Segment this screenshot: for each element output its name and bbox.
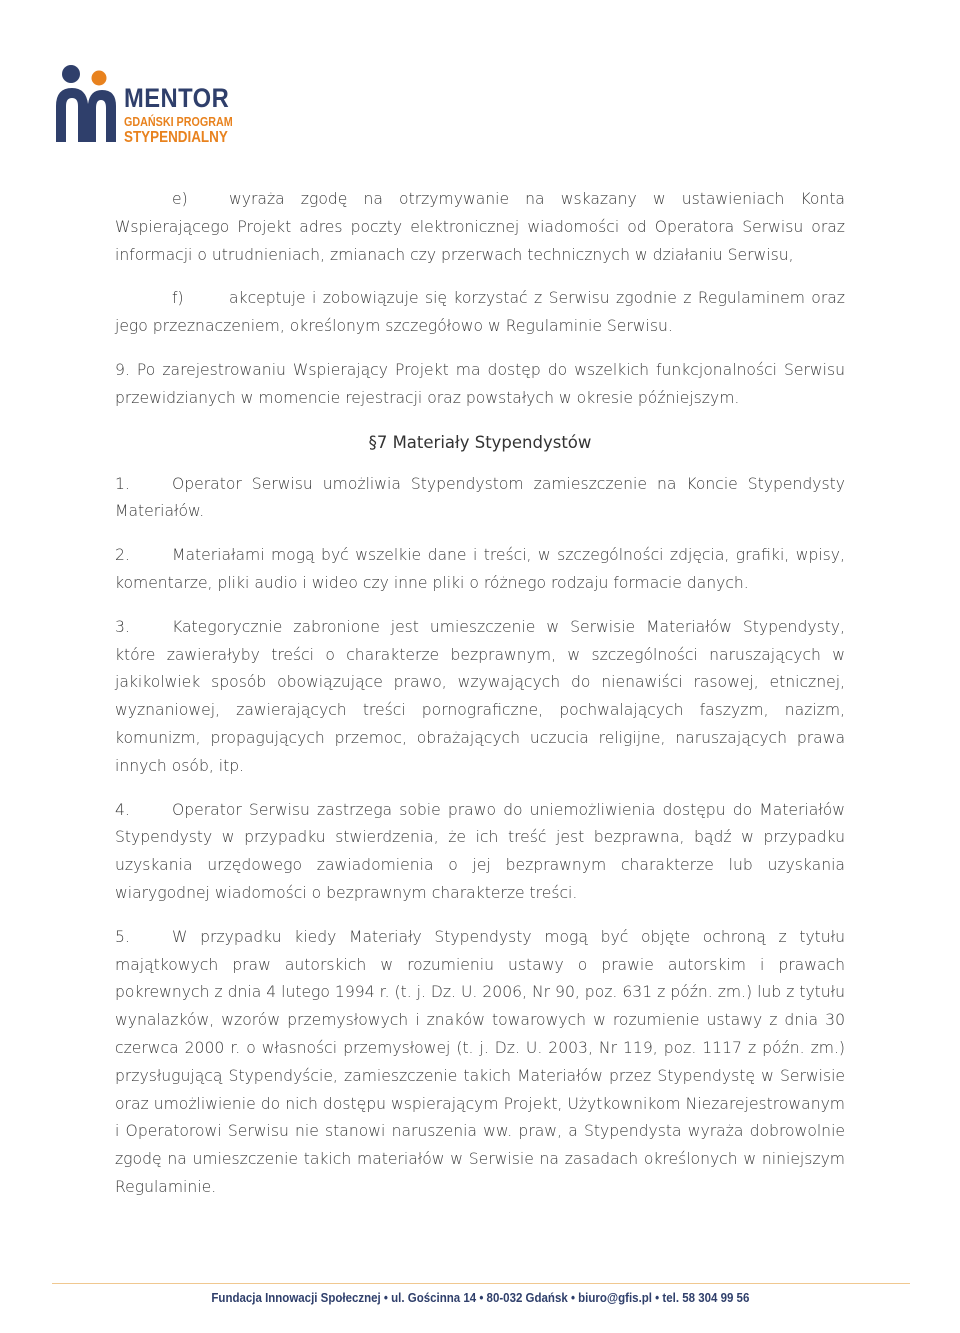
section-paragraph-3 [115,614,845,781]
section-paragraph-2 [115,542,845,598]
paragraph-f [115,285,845,341]
footer-contact [0,1291,960,1305]
paragraph-label: 5. [115,927,130,946]
logo-word-gdanski-program: GDAŃSKI PROGRAM [124,115,233,129]
paragraph-label: 1. [115,474,130,493]
paragraph-label: f) [172,289,184,308]
paragraph-text: Po zarejestrowaniu Wspierający Projekt ma dostęp do wszelkich funkcjonalności Serwisu przewidzianych w momencie rejestracji oraz powstałych w okresie późniejszym. [115,360,845,407]
paragraph-label: 2. [115,546,130,565]
logo-word-stypendialny: STYPENDIALNY [124,129,228,146]
mentor-logo-mark-icon [52,62,124,146]
paragraph-text: Operator Serwisu umożliwia Stypendystom zamieszczenie na Koncie Stypendysty Materiałów. [115,474,845,521]
section-paragraph-5 [115,924,845,1202]
paragraph-text: Materiałami mogą być wszelkie dane i treści, w szczególności zdjęcia, grafiki, wpisy, komentarze, pliki audio i wideo czy inne pliki o różnego rodzaju formacie danych. [115,546,845,592]
paragraph-text: Kategorycznie zabronione jest umieszczenie w Serwisie Materiałów Stypendysty, które zawierałyby treści o charakterze bezprawnym, w szczególności naruszających w jakikolwiek sposób obowiązujące prawo, wzywających do nienawiści rasowej, etnicznej, wyznaniowej, zawierających treści pornograficzne, pochwalających faszyzm, nazizm, komunizm, propagujących przemoc, obrażających uczucia religijne, naruszających prawa innych osób, itp. [115,617,845,775]
paragraph-e [115,186,845,269]
section-heading: §7 Materiały Stypendystów [368,432,592,452]
footer-divider [52,1283,910,1284]
section-paragraph-1 [115,471,845,527]
paragraph-9 [115,357,845,413]
paragraph-text: Operator Serwisu zastrzega sobie prawo do uniemożliwienia dostępu do Materiałów Stypendysty w przypadku stwierdzenia, że ich treść jest bezprawna, bądź w przypadku uzyskania urzędowego zawiadomienia o jej bezprawnym charakterze lub uzyskania wiarygodnej wiadomości o bezprawnym charakterze treści. [115,800,845,902]
section-paragraph-4 [115,797,845,908]
paragraph-label: 3. [115,617,130,636]
paragraph-label: e) [172,190,188,208]
mentor-logo [52,62,232,152]
paragraph-label: 9. [115,360,130,379]
paragraph-label: 4. [115,800,130,819]
logo-word-mentor: MENTOR [124,83,230,113]
paragraph-text: akceptuje i zobowiązuje się korzystać z Serwisu zgodnie z Regulaminem oraz jego przeznaczeniem, określonym szczegółowo w Regulaminie Serwisu. [115,289,845,336]
footer-text: Fundacja Innowacji Społecznej • ul. Gościnna 14 • 80-032 Gdańsk • biuro@gfis.pl • tel. 58 304 99 56 [211,1291,749,1305]
paragraph-text: W przypadku kiedy Materiały Stypendysty mogą być objęte ochroną z tytułu majątkowych praw autorskich w rozumieniu ustawy o prawie autorskim i prawach pokrewnych z dnia 4 lutego 1994 r. (t. j. Dz. U. 2006, Nr 90, poz. 631 z późn. zm.) lub z tytułu wynalazków, wzorów przemysłowych i znaków towarowych w rozumienie ustawy z dnia 30 czerwca 2000 r. o własności przemysłowej (t. j. Dz. U. 2003, Nr 119, poz. 1117 z późn. zm.) przysługującą Stypendyście, zamieszczenie takich Materiałów przez Stypendystę w Serwisie oraz umożliwienie do nich dostępu wspierającym Projekt, Użytkownikom Niezarejestrowanym i Operatorowi Serwisu nie stanowi naruszenia ww. praw, a Stypendysta wyraża dobrowolnie zgodę na umieszczenie takich materiałów w Serwisie na zasadach określonych w niniejszym Regulaminie. [115,927,845,1196]
document-body [115,186,845,1218]
paragraph-text: wyraża zgodę na otrzymywanie na wskazany w ustawieniach Konta Wspierającego Projekt adres poczty elektronicznej wiadomości od Operatora Serwisu oraz informacji o utrudnieniach, zmianach czy przerwach technicznych w działaniu Serwisu, [115,190,845,264]
